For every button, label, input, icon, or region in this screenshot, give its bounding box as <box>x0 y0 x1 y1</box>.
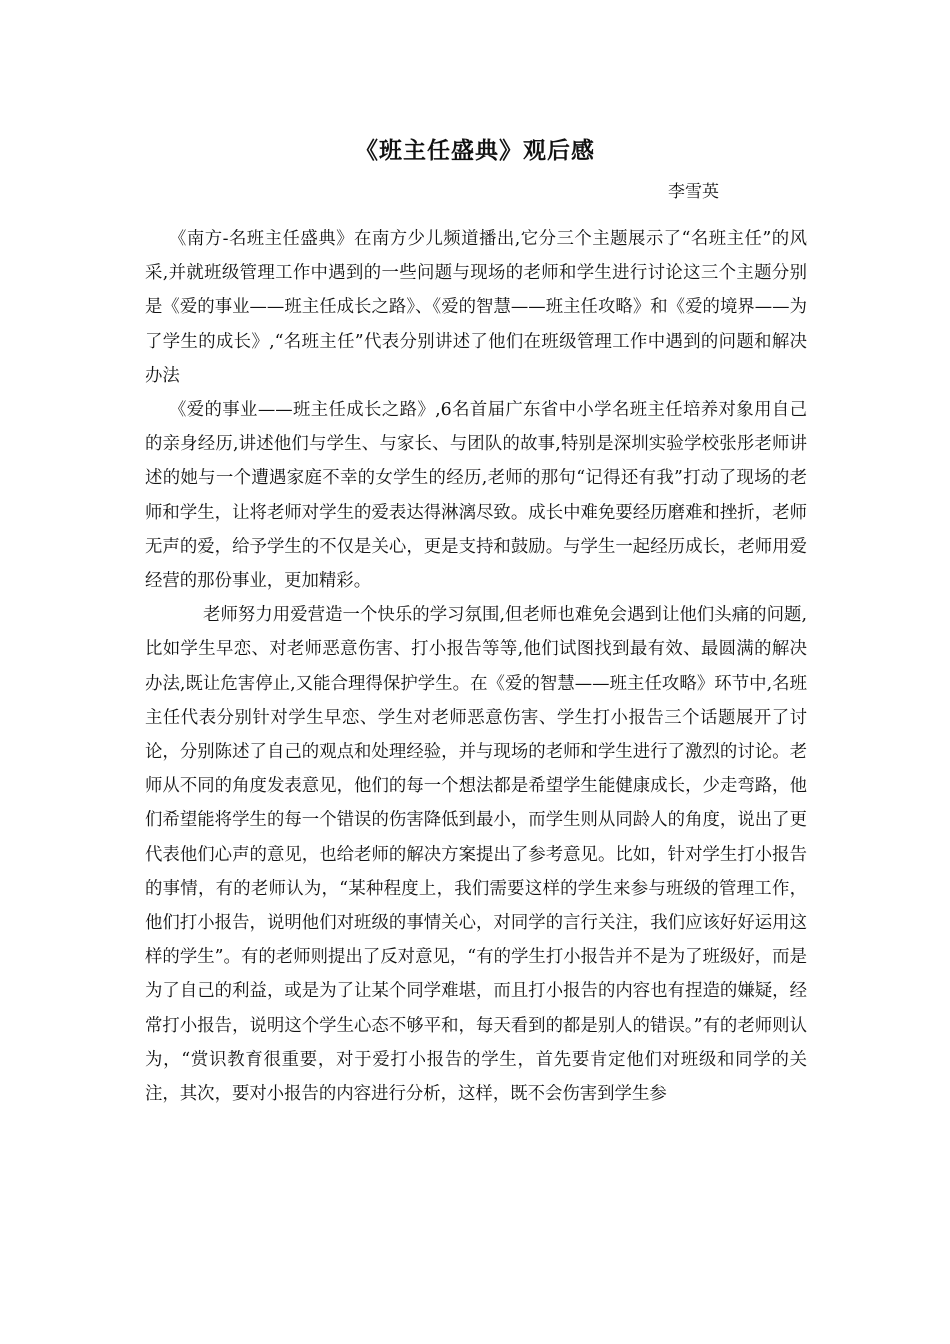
paragraph-career-of-love: 《爱的事业——班主任成长之路》,6名首届广东省中小学名班主任培养对象用自己的亲身经历,讲述他们与学生、与家长、与团队的故事,特别是深圳实验学校张彤老师讲述的她与一个遭遇家庭不幸的女学生的经历,老师的那句“记得还有我”打动了现场的老师和学生，让将老师对学生的爱表达得淋漓尽致。成长中难免要经历磨难和挫折，老师无声的爱，给予学生的不仅是关心，更是支持和鼓励。与学生一起经历成长，老师用爱经营的那份事业，更加精彩。 <box>145 400 807 592</box>
document-title: 《班主任盛典》观后感 <box>355 137 595 164</box>
document-author: 李雪英 <box>668 182 719 202</box>
paragraph-intro: 《南方-名班主任盛典》在南方少儿频道播出,它分三个主题展示了“名班主任”的风采,并就班级管理工作中遇到的一些问题与现场的老师和学生进行讨论这三个主题分别是《爱的事业——班主任成长之路》、《爱的智慧——班主任攻略》和《爱的境界——为了学生的成长》,“名班主任”代表分别讲述了他们在班级管理工作中遇到的问题和解决办法 <box>145 229 807 386</box>
document-body <box>145 222 807 1111</box>
paragraph-wisdom-of-love: 老师努力用爱营造一个快乐的学习氛围,但老师也难免会遇到让他们头痛的问题,比如学生早恋、对老师恶意伤害、打小报告等等,他们试图找到最有效、最圆满的解决办法,既让危害停止,又能合理得保护学生。在《爱的智慧——班主任攻略》环节中,名班主任代表分别针对学生早恋、学生对老师恶意伤害、学生打小报告三个话题展开了讨论，分别陈述了自己的观点和处理经验，并与现场的老师和学生进行了激烈的讨论。老师从不同的角度发表意见，他们的每一个想法都是希望学生能健康成长，少走弯路，他们希望能将学生的每一个错误的伤害降低到最小，而学生则从同龄人的角度，说出了更代表他们心声的意见，也给老师的解决方案提出了参考意见。比如，针对学生打小报告的事情，有的老师认为，“某种程度上，我们需要这样的学生来参与班级的管理工作，他们打小报告，说明他们对班级的事情关心，对同学的言行关注，我们应该好好运用这样的学生”。有的老师则提出了反对意见，“有的学生打小报告并不是为了班级好，而是为了自己的利益，或是为了让某个同学难堪，而且打小报告的内容也有捏造的嫌疑，经常打小报告，说明这个学生心态不够平和，每天看到的都是别人的错误。”有的老师则认为，“赏识教育很重要，对于爱打小报告的学生，首先要肯定他们对班级和同学的关注，其次，要对小报告的内容进行分析，这样，既不会伤害到学生参 <box>145 605 807 1105</box>
